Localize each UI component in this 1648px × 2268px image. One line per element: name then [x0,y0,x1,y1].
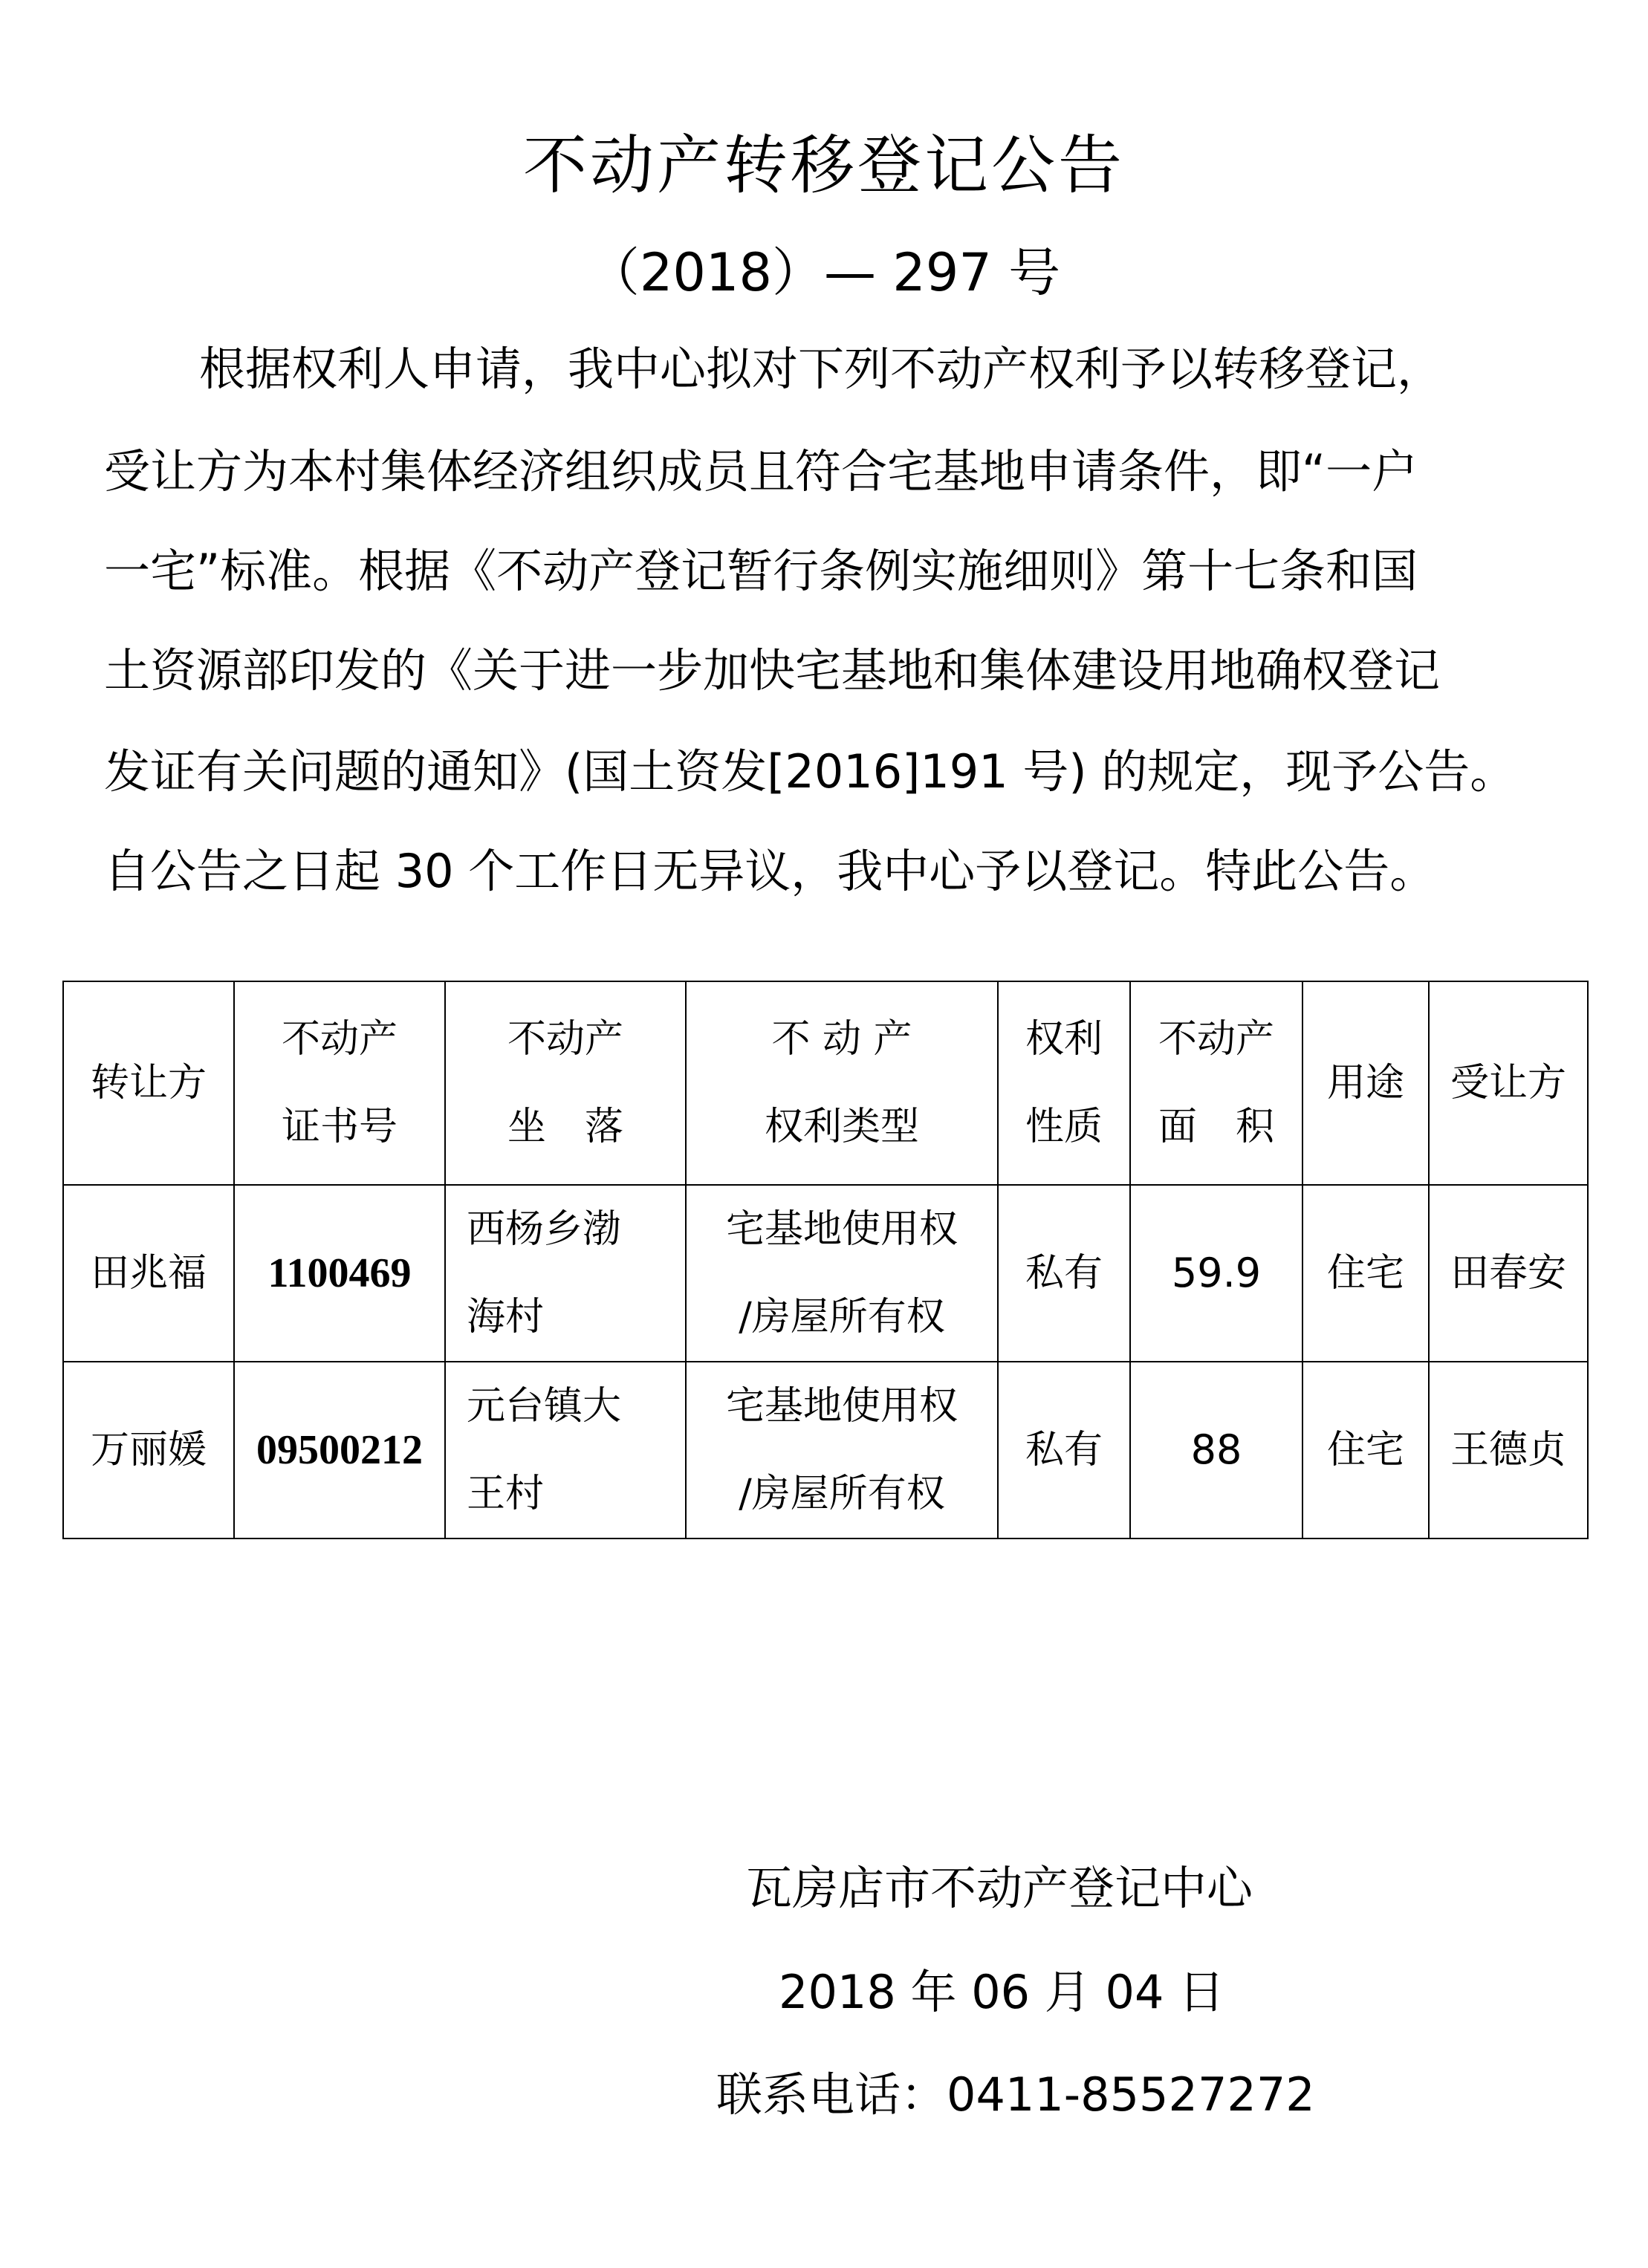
cell-area: 59.9 [1130,1185,1302,1362]
document-number: （2018）— 297 号 [587,242,1061,303]
transfer-table [62,981,1589,1539]
cell-nature: 私有 [998,1185,1130,1362]
table-header-row [63,981,1588,1185]
table-row [63,1185,1588,1362]
cell-use: 住宅 [1302,1185,1429,1362]
cell-right-type: 宅基地使用权 /房屋所有权 [686,1362,998,1538]
issue-date: 2018 年 06 月 04 日 [779,1965,1225,2019]
header-transferor: 转让方 [63,981,234,1185]
cell-location: 西杨乡渤 海村 [445,1185,686,1362]
cell-use: 住宅 [1302,1362,1429,1538]
cell-transferor: 万丽媛 [63,1362,234,1538]
header-area: 不动产 面 积 [1130,981,1302,1185]
cell-area: 88 [1130,1362,1302,1538]
cell-right-type: 宅基地使用权 /房屋所有权 [686,1185,998,1362]
header-nature: 权利 性质 [998,981,1130,1185]
contact-phone: 联系电话：0411-85527272 [716,2067,1315,2122]
cell-cert-no: 09500212 [234,1362,445,1538]
cell-transferor: 田兆福 [63,1185,234,1362]
body-line-2: 受让方为本村集体经济组织成员且符合宅基地申请条件，即“一户 [104,444,1418,498]
body-line-5: 发证有关问题的通知》(国土资发[2016]191 号) 的规定，现予公告。 [104,744,1516,799]
cell-location: 元台镇大 王村 [445,1362,686,1538]
header-right-type: 不 动 产 权利类型 [686,981,998,1185]
cell-transferee: 田春安 [1429,1185,1588,1362]
body-line-4: 土资源部印发的《关于进一步加快宅基地和集体建设用地确权登记 [104,643,1441,698]
notice-title: 不动产转移登记公告 [523,129,1125,203]
cell-nature: 私有 [998,1362,1130,1538]
body-line-3: 一宅”标准。根据《不动产登记暂行条例实施细则》第十七条和国 [104,544,1418,598]
header-cert-no: 不动产 证书号 [234,981,445,1185]
cell-transferee: 王德贞 [1429,1362,1588,1538]
cell-cert-no: 1100469 [234,1185,445,1362]
header-transferee: 受让方 [1429,981,1588,1185]
header-use: 用途 [1302,981,1429,1185]
body-line-1: 根据权利人申请，我中心拟对下列不动产权利予以转移登记， [199,342,1444,396]
issuing-organization: 瓦房店市不动产登记中心 [746,1861,1253,1915]
body-line-6: 自公告之日起 30 个工作日无异议，我中心予以登记。特此公告。 [104,844,1436,898]
header-location: 不动产 坐 落 [445,981,686,1185]
table-row [63,1362,1588,1538]
